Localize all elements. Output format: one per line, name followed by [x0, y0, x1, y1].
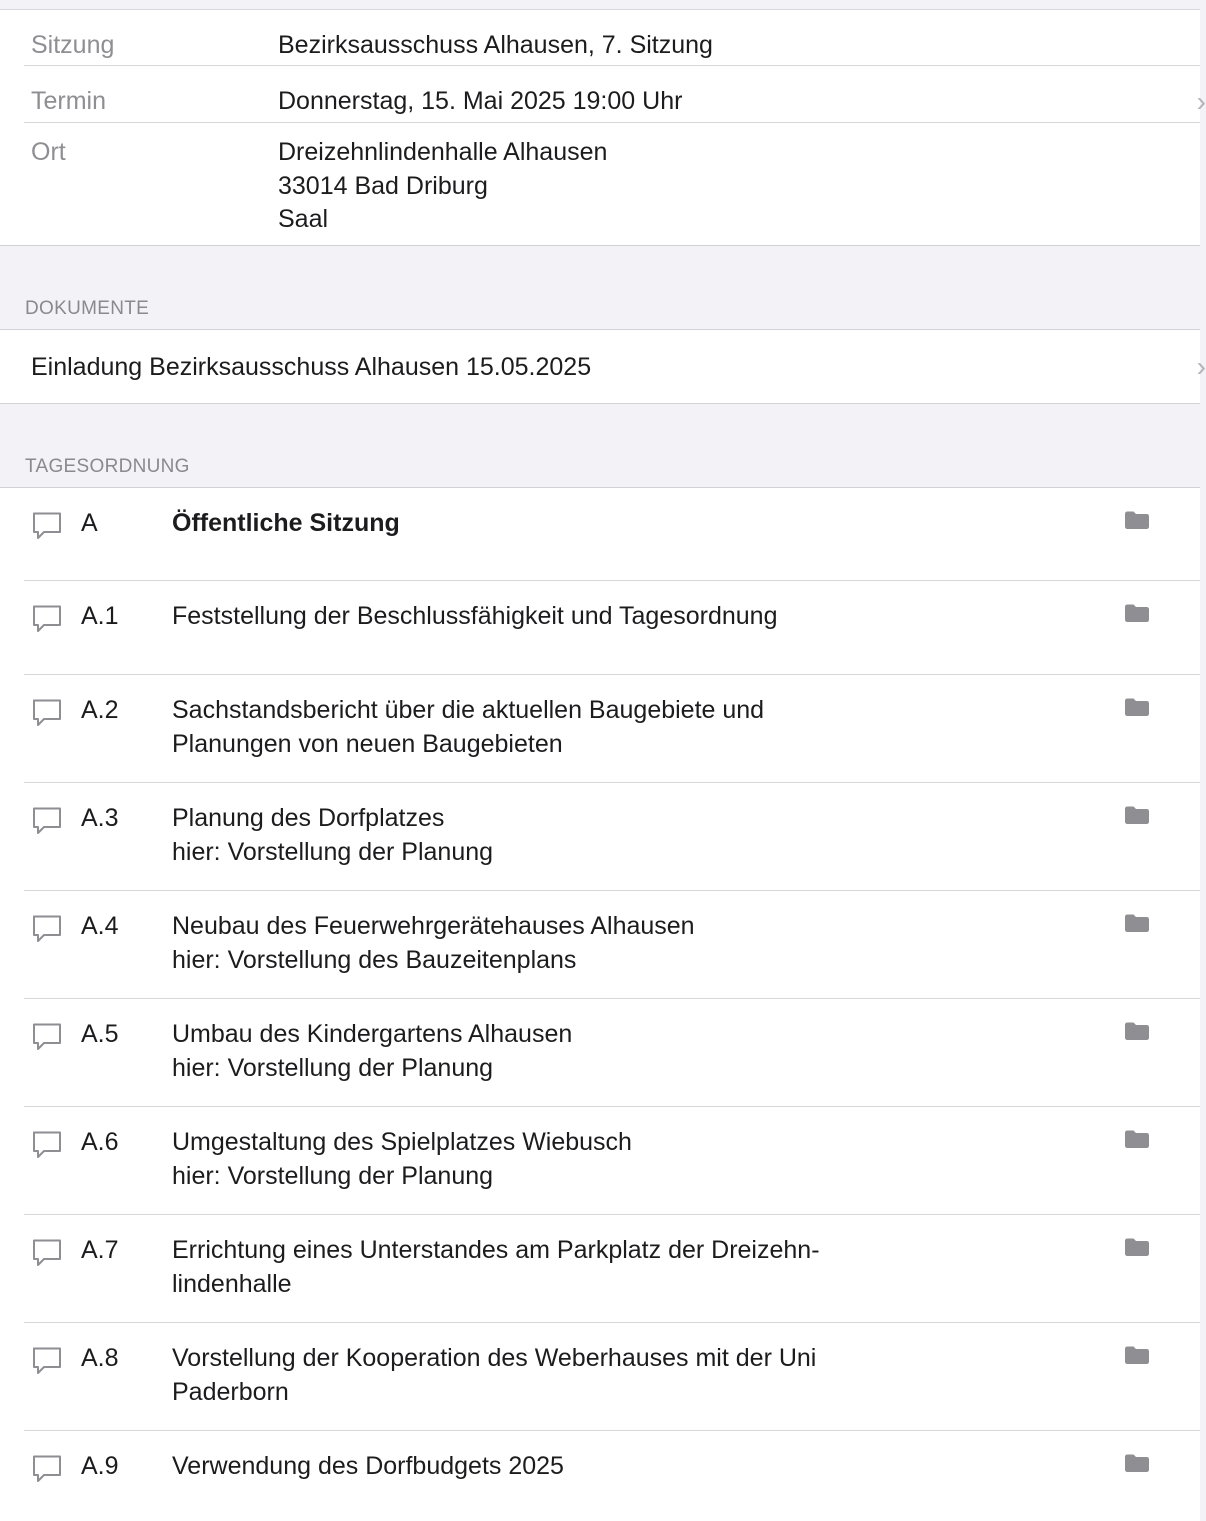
comment-bubble-icon[interactable] — [31, 913, 63, 945]
folder-icon[interactable] — [1124, 697, 1150, 717]
agenda-item-title: Neubau des Feuerwehrgerätehauses Alhausen hier: Vorstellung des Bauzeitenplans — [172, 912, 695, 974]
comment-bubble-icon[interactable] — [31, 1129, 63, 1161]
folder-icon[interactable] — [1124, 805, 1150, 825]
agenda-item-title: Errichtung eines Unterstandes am Parkplatz der Dreizehn- lindenhalle — [172, 1236, 820, 1298]
comment-bubble-icon[interactable] — [31, 510, 63, 542]
agenda-item[interactable] — [24, 581, 1200, 675]
agenda-item-number: A.2 — [81, 696, 119, 724]
agenda-item-title: Sachstandsbericht über die aktuellen Baugebiete und Planungen von neuen Baugebieten — [172, 696, 765, 758]
top-band — [0, 0, 1200, 10]
folder-icon[interactable] — [1124, 1021, 1150, 1041]
agenda-item-number: A.8 — [81, 1344, 119, 1372]
info-value-sitzung: Bezirksausschuss Alhausen, 7. Sitzung — [278, 31, 713, 59]
agenda-item-number: A.9 — [81, 1452, 119, 1480]
info-row-ort — [24, 123, 1200, 245]
agenda-item[interactable] — [24, 1215, 1200, 1323]
comment-bubble-icon[interactable] — [31, 1453, 63, 1485]
comment-bubble-icon[interactable] — [31, 1021, 63, 1053]
comment-bubble-icon[interactable] — [31, 805, 63, 837]
agenda-item[interactable] — [24, 1107, 1200, 1215]
agenda-item-title: Vorstellung der Kooperation des Weberhauses mit der Uni Paderborn — [172, 1344, 817, 1406]
folder-icon[interactable] — [1124, 1345, 1150, 1365]
agenda-item-number: A.1 — [81, 602, 119, 630]
agenda-item-title: Planung des Dorfplatzes hier: Vorstellung der Planung — [172, 804, 494, 866]
document-label: Einladung Bezirksausschuss Alhausen 15.05.2025 — [31, 353, 592, 381]
comment-bubble-icon[interactable] — [31, 1237, 63, 1269]
folder-icon[interactable] — [1124, 1237, 1150, 1257]
agenda-item[interactable] — [24, 488, 1200, 581]
agenda-header: TAGESORDNUNG — [0, 404, 1200, 488]
agenda-item[interactable] — [24, 1431, 1200, 1521]
agenda-item-number: A.5 — [81, 1020, 119, 1048]
chevron-right-icon: › — [1196, 86, 1206, 117]
folder-icon[interactable] — [1124, 1453, 1150, 1473]
agenda-item-title: Umgestaltung des Spielplatzes Wiebusch hier: Vorstellung der Planung — [172, 1128, 632, 1190]
info-label-termin: Termin — [31, 87, 107, 115]
agenda-item-title: Öffentliche Sitzung — [172, 509, 400, 537]
info-value-ort: Dreizehnlindenhalle Alhausen 33014 Bad Driburg Saal — [278, 138, 608, 233]
meeting-info — [0, 10, 1206, 246]
comment-bubble-icon[interactable] — [31, 603, 63, 635]
folder-icon[interactable] — [1124, 510, 1150, 530]
document-item[interactable] — [0, 330, 1206, 404]
agenda-item[interactable] — [24, 999, 1200, 1107]
agenda-list — [0, 488, 1200, 1521]
agenda-item[interactable] — [24, 675, 1200, 783]
folder-icon[interactable] — [1124, 913, 1150, 933]
comment-bubble-icon[interactable] — [31, 1345, 63, 1377]
info-value-termin: Donnerstag, 15. Mai 2025 19:00 Uhr — [278, 87, 683, 115]
agenda-item-title: Verwendung des Dorfbudgets 2025 — [172, 1452, 564, 1480]
agenda-item[interactable] — [24, 891, 1200, 999]
folder-icon[interactable] — [1124, 1129, 1150, 1149]
info-label-sitzung: Sitzung — [31, 31, 115, 59]
info-row-termin[interactable] — [24, 66, 1206, 123]
agenda-item-number: A.7 — [81, 1236, 119, 1264]
agenda-item-number: A.6 — [81, 1128, 119, 1156]
chevron-right-icon: › — [1196, 351, 1206, 382]
agenda-item[interactable] — [24, 1323, 1200, 1431]
info-row-sitzung — [24, 10, 1200, 66]
info-label-ort: Ort — [31, 138, 66, 166]
folder-icon[interactable] — [1124, 603, 1150, 623]
agenda-item-title: Umbau des Kindergartens Alhausen hier: Vorstellung der Planung — [172, 1020, 573, 1082]
agenda-item[interactable] — [24, 783, 1200, 891]
agenda-item-number: A — [81, 509, 98, 537]
agenda-item-title: Feststellung der Beschlussfähigkeit und Tagesordnung — [172, 602, 778, 630]
agenda-item-number: A.4 — [81, 912, 119, 940]
comment-bubble-icon[interactable] — [31, 697, 63, 729]
agenda-item-number: A.3 — [81, 804, 119, 832]
documents-header: DOKUMENTE — [0, 246, 1200, 330]
